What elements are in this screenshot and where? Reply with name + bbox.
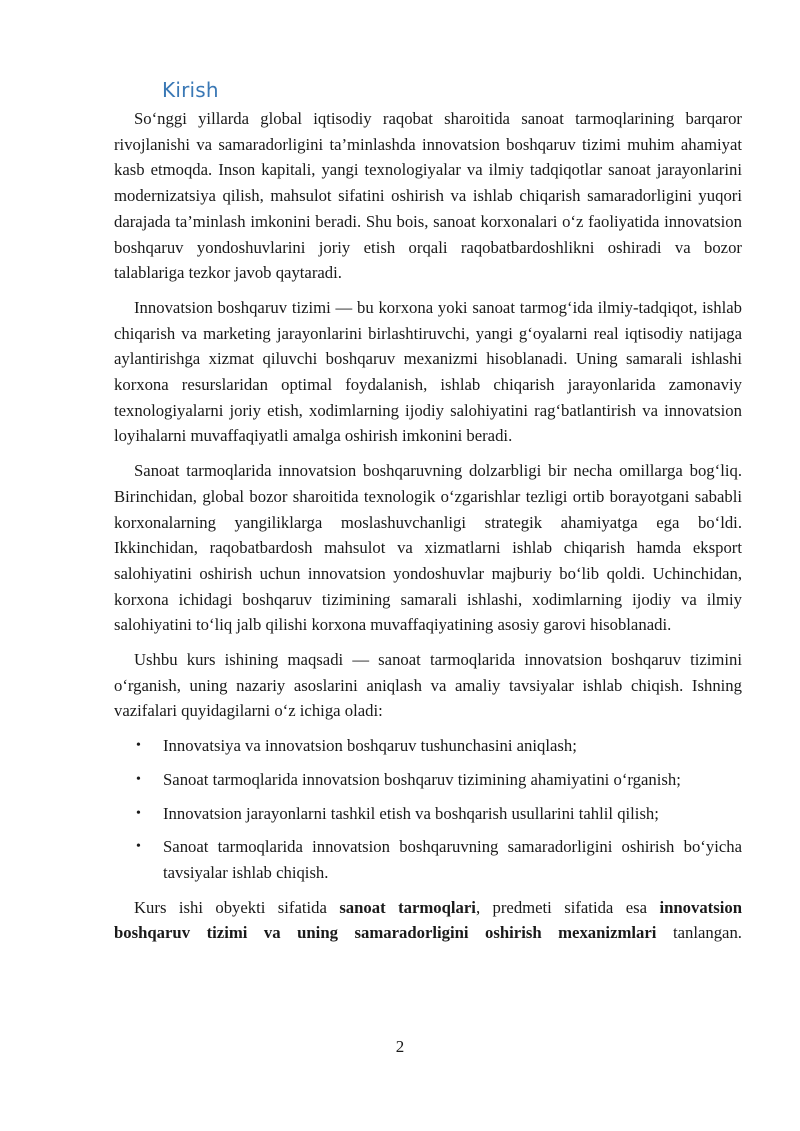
page-number: 2 (395, 1037, 405, 1056)
list-item (114, 801, 742, 827)
task-list (114, 733, 742, 886)
paragraph-relevance: Sanoat tarmoqlarida innovatsion boshqaruvning dolzarbligi bir necha omillarga bog‘liq. Birinchidan, global bozor sharoitida texnologik o‘zgarishlar tezligi ortib borayotgani sababli korxonalarning yangiliklarga moslashuvchanligi strategik ahamiyatga ega bo‘ldi. Ikkinchidan, raqobatbardosh mahsulot va xizmatlarni ishlab chiqarish hamda eksport salohiyatini oshirish uchun innovatsion yondoshuvlar majburiy bo‘lib qoldi. Uchinchidan, korxona ichidagi boshqaruv tizimining samarali ishlashi, xodimlarning ijodiy va ilmiy salohiyatini to‘liq jalb qilishi korxona muvaffaqiyatining asosiy garovi hisoblanadi. (114, 461, 742, 635)
bullet-icon: • (136, 805, 141, 821)
paragraph-aims: Ushbu kurs ishining maqsadi — sanoat tarmoqlarida innovatsion boshqaruv tizimini o‘rganish, uning nazariy asoslarini aniqlash va amaliy tavsiyalar ishlab chiqish. Ishning vazifalari quyidagilarni o‘z ichiga oladi: (114, 650, 742, 721)
list-item (114, 834, 742, 885)
object-bold: sanoat tarmoqlari (339, 897, 476, 917)
list-item-text: Sanoat tarmoqlarida innovatsion boshqaruvning samaradorligini oshirish bo‘yicha tavsiyalar ishlab chiqish. (163, 837, 742, 882)
object-text-1: Kurs ishi obyekti sifatida (134, 897, 340, 917)
bullet-icon: • (136, 839, 141, 855)
list-item-text: Innovatsion jarayonlarni tashkil etish va boshqarish usullarini tahlil qilish; (163, 803, 659, 823)
list-item (114, 733, 742, 759)
paragraph-definition: Innovatsion boshqaruv tizimi — bu korxona yoki sanoat tarmog‘ida ilmiy-tadqiqot, ishlab chiqarish va marketing jarayonlarini birlashtiruvchi, yangi g‘oyalarni real iqtisodiy natijaga aylantirishga xizmat qiluvchi boshqaruv mexanizmi hisoblanadi. Uning samarali ishlashi korxona resurslaridan optimal foydalanish, ishlab chiqarish jarayonlarida zamonaviy texnologiyalarni joriy etish, xodimlarning ijodiy salohiyatini rag‘batlantirish va innovatsion loyihalarni muvaffaqiyatli amalga oshirish imkonini beradi. (114, 297, 742, 446)
list-item-text: Sanoat tarmoqlarida innovatsion boshqaruv tizimining ahamiyatini o‘rganish; (163, 769, 681, 789)
list-item (114, 767, 742, 793)
subject-bold: innovatsion boshqaruv tizimi va uning samaradorligini oshirish mexanizmlari (114, 897, 742, 943)
paragraph-object-subject (114, 895, 742, 946)
document-body (114, 106, 742, 955)
bullet-icon: • (136, 738, 141, 754)
object-text-3: tanlangan. (656, 923, 742, 943)
object-text-2: , predmeti sifatida esa (475, 897, 660, 917)
paragraph-intro: So‘nggi yillarda global iqtisodiy raqobat sharoitida sanoat tarmoqlarining barqaror rivojlanishi va samaradorligini ta’minlashda innovatsion boshqaruv tizimi muhim ahamiyat kasb etmoqda. Inson kapitali, yangi texnologiyalar va ilmiy tadqiqotlar sanoat jarayonlarini modernizatsiya qilish, mahsulot sifatini oshirish va ishlab chiqarish samaradorligini yuqori darajada ta’minlash imkonini beradi. Shu bois, sanoat korxonalari o‘z faoliyatida innovatsion boshqaruv yondoshuvlarini joriy etish orqali raqobatbardoshlikni oshiradi va bozor talablariga tezkor javob qaytaradi. (114, 109, 742, 283)
section-heading: Kirish (162, 78, 219, 102)
list-item-text: Innovatsiya va innovatsion boshqaruv tushunchasini aniqlash; (163, 736, 577, 756)
bullet-icon: • (136, 771, 141, 787)
